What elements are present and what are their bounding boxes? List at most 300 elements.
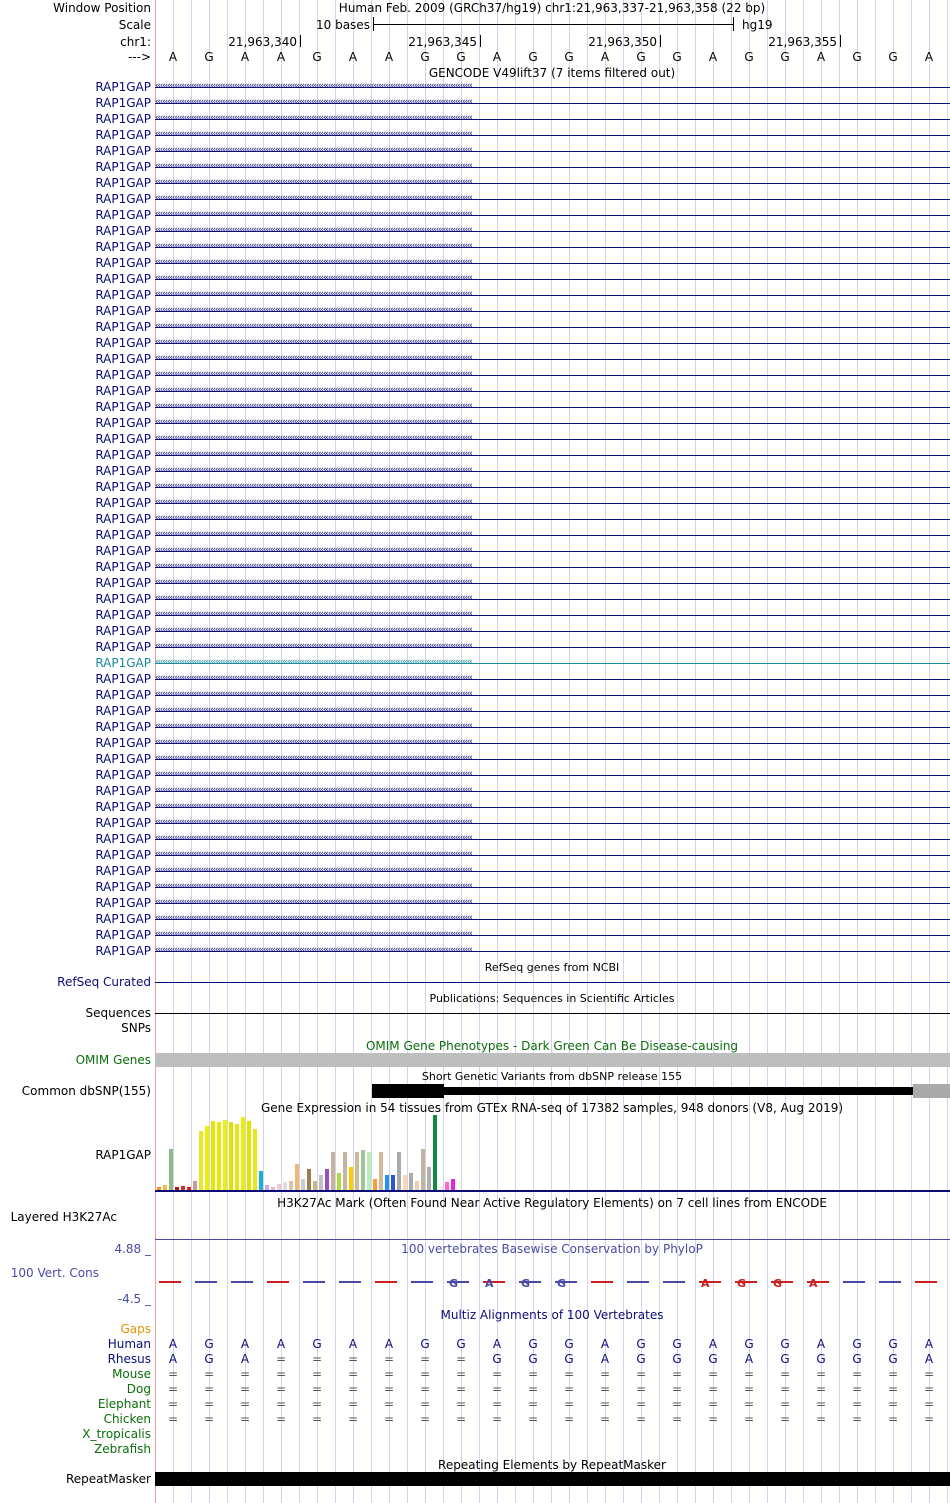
- gtex-tissue-bar[interactable]: [361, 1150, 365, 1190]
- strand-arrow-icon: ‹‹‹‹‹‹‹‹‹‹‹‹‹‹‹‹‹‹‹‹‹‹‹‹‹‹‹‹‹‹‹‹‹‹‹‹‹‹‹‹‹‹‹‹‹‹‹‹‹‹‹‹‹‹‹‹‹‹‹‹‹‹‹‹‹‹‹‹‹‹‹‹‹‹‹‹‹‹‹‹‹‹‹‹‹‹‹‹‹‹‹‹‹‹‹‹‹‹‹‹‹‹‹‹‹‹‹‹‹‹‹‹‹‹‹‹‹‹‹‹‹‹‹‹‹‹‹‹‹‹‹‹: [155, 913, 472, 923]
- coordinate-tick-label: 21,963,340: [228, 35, 297, 49]
- gencode-gene-label[interactable]: RAP1GAP: [95, 592, 151, 606]
- gencode-gene-label[interactable]: RAP1GAP: [95, 288, 151, 302]
- sequence-base: A: [240, 50, 250, 64]
- phylop-base-glyph: A: [809, 1277, 818, 1290]
- gencode-gene-label[interactable]: RAP1GAP: [95, 672, 151, 686]
- alignment-base: A: [168, 1337, 178, 1351]
- gtex-tissue-bar[interactable]: [415, 1181, 419, 1190]
- gencode-gene-label[interactable]: RAP1GAP: [95, 112, 151, 126]
- gencode-gene-label[interactable]: RAP1GAP: [95, 256, 151, 270]
- strand-arrow-icon: ‹‹‹‹‹‹‹‹‹‹‹‹‹‹‹‹‹‹‹‹‹‹‹‹‹‹‹‹‹‹‹‹‹‹‹‹‹‹‹‹‹‹‹‹‹‹‹‹‹‹‹‹‹‹‹‹‹‹‹‹‹‹‹‹‹‹‹‹‹‹‹‹‹‹‹‹‹‹‹‹‹‹‹‹‹‹‹‹‹‹‹‹‹‹‹‹‹‹‹‹‹‹‹‹‹‹‹‹‹‹‹‹‹‹‹‹‹‹‹‹‹‹‹‹‹‹‹‹‹‹‹‹: [155, 849, 472, 859]
- coordinate-tick-label: 21,963,345: [408, 35, 477, 49]
- multiz-species-label[interactable]: Mouse: [112, 1367, 151, 1381]
- gencode-gene-label[interactable]: RAP1GAP: [95, 336, 151, 350]
- alignment-base: G: [888, 1352, 898, 1366]
- omim-track-label[interactable]: OMIM Genes: [75, 1053, 151, 1067]
- gencode-gene-label[interactable]: RAP1GAP: [95, 384, 151, 398]
- multiz-species-label[interactable]: Human: [107, 1337, 151, 1351]
- grid-line: [551, 0, 552, 1503]
- alignment-base: G: [672, 1337, 682, 1351]
- alignment-base: =: [491, 1367, 503, 1381]
- alignment-base: G: [564, 1337, 574, 1351]
- multiz-species-label[interactable]: Rhesus: [107, 1352, 151, 1366]
- gencode-gene-label[interactable]: RAP1GAP: [95, 448, 151, 462]
- gencode-gene-label[interactable]: RAP1GAP: [95, 352, 151, 366]
- alignment-base: G: [312, 1337, 322, 1351]
- alignment-base: =: [455, 1352, 467, 1366]
- publications-line[interactable]: [155, 1013, 950, 1014]
- gencode-gene-label[interactable]: RAP1GAP: [95, 640, 151, 654]
- gtex-tissue-bar[interactable]: [259, 1171, 263, 1190]
- gtex-tissue-bar[interactable]: [283, 1182, 287, 1190]
- alignment-base: =: [203, 1397, 215, 1411]
- sequence-base: G: [888, 50, 898, 64]
- track-label-column: [0, 0, 154, 1503]
- gencode-gene-label[interactable]: RAP1GAP: [95, 944, 151, 958]
- sequence-base: G: [636, 50, 646, 64]
- grid-line: [911, 0, 912, 1503]
- grid-line: [839, 0, 840, 1503]
- alignment-base: =: [419, 1352, 431, 1366]
- gtex-tissue-bar[interactable]: [421, 1149, 425, 1190]
- strand-arrow-icon: ‹‹‹‹‹‹‹‹‹‹‹‹‹‹‹‹‹‹‹‹‹‹‹‹‹‹‹‹‹‹‹‹‹‹‹‹‹‹‹‹‹‹‹‹‹‹‹‹‹‹‹‹‹‹‹‹‹‹‹‹‹‹‹‹‹‹‹‹‹‹‹‹‹‹‹‹‹‹‹‹‹‹‹‹‹‹‹‹‹‹‹‹‹‹‹‹‹‹‹‹‹‹‹‹‹‹‹‹‹‹‹‹‹‹‹‹‹‹‹‹‹‹‹‹‹‹‹‹‹‹‹‹: [155, 417, 472, 427]
- strand-arrow-icon: ‹‹‹‹‹‹‹‹‹‹‹‹‹‹‹‹‹‹‹‹‹‹‹‹‹‹‹‹‹‹‹‹‹‹‹‹‹‹‹‹‹‹‹‹‹‹‹‹‹‹‹‹‹‹‹‹‹‹‹‹‹‹‹‹‹‹‹‹‹‹‹‹‹‹‹‹‹‹‹‹‹‹‹‹‹‹‹‹‹‹‹‹‹‹‹‹‹‹‹‹‹‹‹‹‹‹‹‹‹‹‹‹‹‹‹‹‹‹‹‹‹‹‹‹‹‹‹‹‹‹‹‹: [155, 465, 472, 475]
- scale-bar-left-cap: [373, 17, 374, 31]
- gtex-tissue-bar[interactable]: [331, 1152, 335, 1190]
- phylop-score-mark[interactable]: [267, 1281, 289, 1283]
- sequence-base: A: [708, 50, 718, 64]
- strand-arrow-icon: ‹‹‹‹‹‹‹‹‹‹‹‹‹‹‹‹‹‹‹‹‹‹‹‹‹‹‹‹‹‹‹‹‹‹‹‹‹‹‹‹‹‹‹‹‹‹‹‹‹‹‹‹‹‹‹‹‹‹‹‹‹‹‹‹‹‹‹‹‹‹‹‹‹‹‹‹‹‹‹‹‹‹‹‹‹‹‹‹‹‹‹‹‹‹‹‹‹‹‹‹‹‹‹‹‹‹‹‹‹‹‹‹‹‹‹‹‹‹‹‹‹‹‹‹‹‹‹‹‹‹‹‹: [155, 641, 472, 651]
- alignment-base: G: [492, 1352, 502, 1366]
- strand-arrow-icon: ‹‹‹‹‹‹‹‹‹‹‹‹‹‹‹‹‹‹‹‹‹‹‹‹‹‹‹‹‹‹‹‹‹‹‹‹‹‹‹‹‹‹‹‹‹‹‹‹‹‹‹‹‹‹‹‹‹‹‹‹‹‹‹‹‹‹‹‹‹‹‹‹‹‹‹‹‹‹‹‹‹‹‹‹‹‹‹‹‹‹‹‹‹‹‹‹‹‹‹‹‹‹‹‹‹‹‹‹‹‹‹‹‹‹‹‹‹‹‹‹‹‹‹‹‹‹‹‹‹‹‹‹: [155, 97, 472, 107]
- alignment-base: =: [455, 1412, 467, 1426]
- multiz-species-label[interactable]: Chicken: [103, 1412, 151, 1426]
- gencode-gene-label[interactable]: RAP1GAP: [95, 160, 151, 174]
- alignment-base: A: [168, 1352, 178, 1366]
- multiz-species-label[interactable]: Zebrafish: [94, 1442, 151, 1456]
- gencode-gene-label[interactable]: RAP1GAP: [95, 192, 151, 206]
- strand-arrow-icon: ‹‹‹‹‹‹‹‹‹‹‹‹‹‹‹‹‹‹‹‹‹‹‹‹‹‹‹‹‹‹‹‹‹‹‹‹‹‹‹‹‹‹‹‹‹‹‹‹‹‹‹‹‹‹‹‹‹‹‹‹‹‹‹‹‹‹‹‹‹‹‹‹‹‹‹‹‹‹‹‹‹‹‹‹‹‹‹‹‹‹‹‹‹‹‹‹‹‹‹‹‹‹‹‹‹‹‹‹‹‹‹‹‹‹‹‹‹‹‹‹‹‹‹‹‹‹‹‹‹‹‹‹: [155, 241, 472, 251]
- gencode-gene-label[interactable]: RAP1GAP: [95, 400, 151, 414]
- gtex-tissue-bar[interactable]: [307, 1169, 311, 1190]
- gencode-gene-label[interactable]: RAP1GAP: [95, 224, 151, 238]
- strand-arrow-icon: ‹‹‹‹‹‹‹‹‹‹‹‹‹‹‹‹‹‹‹‹‹‹‹‹‹‹‹‹‹‹‹‹‹‹‹‹‹‹‹‹‹‹‹‹‹‹‹‹‹‹‹‹‹‹‹‹‹‹‹‹‹‹‹‹‹‹‹‹‹‹‹‹‹‹‹‹‹‹‹‹‹‹‹‹‹‹‹‹‹‹‹‹‹‹‹‹‹‹‹‹‹‹‹‹‹‹‹‹‹‹‹‹‹‹‹‹‹‹‹‹‹‹‹‹‹‹‹‹‹‹‹‹: [155, 705, 472, 715]
- alignment-base: =: [383, 1367, 395, 1381]
- multiz-species-label[interactable]: Dog: [126, 1382, 151, 1396]
- alignment-base: A: [924, 1337, 934, 1351]
- grid-line: [767, 0, 768, 1503]
- grid-line: [875, 0, 876, 1503]
- alignment-base: =: [311, 1367, 323, 1381]
- coordinate-tick-mark: [840, 35, 841, 47]
- gencode-gene-label[interactable]: RAP1GAP: [95, 304, 151, 318]
- gtex-tissue-bar[interactable]: [313, 1181, 317, 1190]
- gencode-gene-label[interactable]: RAP1GAP: [95, 912, 151, 926]
- gtex-tissue-bar[interactable]: [229, 1122, 233, 1190]
- phylop-score-mark[interactable]: [195, 1281, 217, 1283]
- gencode-gene-label[interactable]: RAP1GAP: [95, 320, 151, 334]
- gencode-gene-label[interactable]: RAP1GAP: [95, 96, 151, 110]
- phylop-min-label: -4.5 _: [117, 1292, 151, 1306]
- gtex-tissue-bar[interactable]: [301, 1179, 305, 1190]
- alignment-base: =: [779, 1382, 791, 1396]
- gencode-gene-label[interactable]: RAP1GAP: [95, 752, 151, 766]
- strand-arrow-icon: ‹‹‹‹‹‹‹‹‹‹‹‹‹‹‹‹‹‹‹‹‹‹‹‹‹‹‹‹‹‹‹‹‹‹‹‹‹‹‹‹‹‹‹‹‹‹‹‹‹‹‹‹‹‹‹‹‹‹‹‹‹‹‹‹‹‹‹‹‹‹‹‹‹‹‹‹‹‹‹‹‹‹‹‹‹‹‹‹‹‹‹‹‹‹‹‹‹‹‹‹‹‹‹‹‹‹‹‹‹‹‹‹‹‹‹‹‹‹‹‹‹‹‹‹‹‹‹‹‹‹‹‹: [155, 273, 472, 283]
- grid-line: [731, 0, 732, 1503]
- gtex-tissue-bar[interactable]: [385, 1175, 389, 1190]
- coordinate-tick-mark: [300, 35, 301, 47]
- gtex-tissue-bar[interactable]: [397, 1152, 401, 1190]
- gencode-gene-label[interactable]: RAP1GAP: [95, 208, 151, 222]
- multiz-gaps-label: Gaps: [120, 1322, 151, 1336]
- dbsnp-variant-block[interactable]: [372, 1084, 444, 1098]
- alignment-base: =: [923, 1397, 935, 1411]
- phylop-base-glyph: G: [557, 1277, 567, 1290]
- strand-arrow-icon: ‹‹‹‹‹‹‹‹‹‹‹‹‹‹‹‹‹‹‹‹‹‹‹‹‹‹‹‹‹‹‹‹‹‹‹‹‹‹‹‹‹‹‹‹‹‹‹‹‹‹‹‹‹‹‹‹‹‹‹‹‹‹‹‹‹‹‹‹‹‹‹‹‹‹‹‹‹‹‹‹‹‹‹‹‹‹‹‹‹‹‹‹‹‹‹‹‹‹‹‹‹‹‹‹‹‹‹‹‹‹‹‹‹‹‹‹‹‹‹‹‹‹‹‹‹‹‹‹‹‹‹‹: [155, 945, 472, 955]
- alignment-base: =: [599, 1412, 611, 1426]
- alignment-base: =: [311, 1397, 323, 1411]
- strand-arrow-icon: ‹‹‹‹‹‹‹‹‹‹‹‹‹‹‹‹‹‹‹‹‹‹‹‹‹‹‹‹‹‹‹‹‹‹‹‹‹‹‹‹‹‹‹‹‹‹‹‹‹‹‹‹‹‹‹‹‹‹‹‹‹‹‹‹‹‹‹‹‹‹‹‹‹‹‹‹‹‹‹‹‹‹‹‹‹‹‹‹‹‹‹‹‹‹‹‹‹‹‹‹‹‹‹‹‹‹‹‹‹‹‹‹‹‹‹‹‹‹‹‹‹‹‹‹‹‹‹‹‹‹‹‹: [155, 385, 472, 395]
- gtex-tissue-bar[interactable]: [217, 1122, 221, 1190]
- strand-arrow-icon: ‹‹‹‹‹‹‹‹‹‹‹‹‹‹‹‹‹‹‹‹‹‹‹‹‹‹‹‹‹‹‹‹‹‹‹‹‹‹‹‹‹‹‹‹‹‹‹‹‹‹‹‹‹‹‹‹‹‹‹‹‹‹‹‹‹‹‹‹‹‹‹‹‹‹‹‹‹‹‹‹‹‹‹‹‹‹‹‹‹‹‹‹‹‹‹‹‹‹‹‹‹‹‹‹‹‹‹‹‹‹‹‹‹‹‹‹‹‹‹‹‹‹‹‹‹‹‹‹‹‹‹‹: [155, 833, 472, 843]
- gencode-track-title: GENCODE V49lift37 (7 items filtered out): [428, 66, 676, 80]
- gtex-tissue-bar[interactable]: [193, 1181, 197, 1190]
- alignment-base: A: [600, 1352, 610, 1366]
- strand-arrow-icon: ‹‹‹‹‹‹‹‹‹‹‹‹‹‹‹‹‹‹‹‹‹‹‹‹‹‹‹‹‹‹‹‹‹‹‹‹‹‹‹‹‹‹‹‹‹‹‹‹‹‹‹‹‹‹‹‹‹‹‹‹‹‹‹‹‹‹‹‹‹‹‹‹‹‹‹‹‹‹‹‹‹‹‹‹‹‹‹‹‹‹‹‹‹‹‹‹‹‹‹‹‹‹‹‹‹‹‹‹‹‹‹‹‹‹‹‹‹‹‹‹‹‹‹‹‹‹‹‹‹‹‹‹: [155, 81, 472, 91]
- gencode-gene-label[interactable]: RAP1GAP: [95, 816, 151, 830]
- alignment-base: =: [563, 1382, 575, 1396]
- phylop-score-mark[interactable]: [627, 1281, 649, 1283]
- grid-line: [821, 0, 822, 1503]
- repeatmasker-track-label[interactable]: RepeatMasker: [65, 1472, 151, 1486]
- grid-line: [803, 0, 804, 1503]
- strand-arrow-icon: ‹‹‹‹‹‹‹‹‹‹‹‹‹‹‹‹‹‹‹‹‹‹‹‹‹‹‹‹‹‹‹‹‹‹‹‹‹‹‹‹‹‹‹‹‹‹‹‹‹‹‹‹‹‹‹‹‹‹‹‹‹‹‹‹‹‹‹‹‹‹‹‹‹‹‹‹‹‹‹‹‹‹‹‹‹‹‹‹‹‹‹‹‹‹‹‹‹‹‹‹‹‹‹‹‹‹‹‹‹‹‹‹‹‹‹‹‹‹‹‹‹‹‹‹‹‹‹‹‹‹‹‹: [155, 545, 472, 555]
- sequence-base: A: [168, 50, 178, 64]
- gencode-gene-label[interactable]: RAP1GAP: [95, 512, 151, 526]
- alignment-base: G: [852, 1352, 862, 1366]
- gtex-tissue-bar[interactable]: [367, 1152, 371, 1190]
- gtex-tissue-bar[interactable]: [247, 1121, 251, 1190]
- sequence-base: A: [384, 50, 394, 64]
- alignment-base: =: [419, 1397, 431, 1411]
- gtex-tissue-bar[interactable]: [445, 1182, 449, 1190]
- track-data-area[interactable]: [155, 0, 950, 1503]
- alignment-base: =: [527, 1412, 539, 1426]
- gtex-tissue-bar[interactable]: [349, 1167, 353, 1190]
- strand-arrow-icon: ‹‹‹‹‹‹‹‹‹‹‹‹‹‹‹‹‹‹‹‹‹‹‹‹‹‹‹‹‹‹‹‹‹‹‹‹‹‹‹‹‹‹‹‹‹‹‹‹‹‹‹‹‹‹‹‹‹‹‹‹‹‹‹‹‹‹‹‹‹‹‹‹‹‹‹‹‹‹‹‹‹‹‹‹‹‹‹‹‹‹‹‹‹‹‹‹‹‹‹‹‹‹‹‹‹‹‹‹‹‹‹‹‹‹‹‹‹‹‹‹‹‹‹‹‹‹‹‹‹‹‹‹: [155, 753, 472, 763]
- grid-line: [587, 0, 588, 1503]
- strand-arrow-icon: ‹‹‹‹‹‹‹‹‹‹‹‹‹‹‹‹‹‹‹‹‹‹‹‹‹‹‹‹‹‹‹‹‹‹‹‹‹‹‹‹‹‹‹‹‹‹‹‹‹‹‹‹‹‹‹‹‹‹‹‹‹‹‹‹‹‹‹‹‹‹‹‹‹‹‹‹‹‹‹‹‹‹‹‹‹‹‹‹‹‹‹‹‹‹‹‹‹‹‹‹‹‹‹‹‹‹‹‹‹‹‹‹‹‹‹‹‹‹‹‹‹‹‹‹‹‹‹‹‹‹‹‹: [155, 113, 472, 123]
- sequence-base: A: [816, 50, 826, 64]
- alignment-base: =: [635, 1397, 647, 1411]
- alignment-base: =: [311, 1382, 323, 1396]
- gtex-tissue-bar[interactable]: [319, 1175, 323, 1190]
- gtex-tissue-bar[interactable]: [235, 1124, 239, 1190]
- alignment-base: =: [455, 1382, 467, 1396]
- alignment-base: =: [347, 1412, 359, 1426]
- alignment-base: =: [347, 1367, 359, 1381]
- gtex-tissue-bar[interactable]: [211, 1121, 215, 1190]
- gtex-tissue-bar[interactable]: [409, 1173, 413, 1190]
- alignment-base: =: [743, 1397, 755, 1411]
- alignment-base: G: [420, 1337, 430, 1351]
- alignment-base: A: [384, 1337, 394, 1351]
- alignment-base: =: [599, 1397, 611, 1411]
- alignment-base: =: [275, 1412, 287, 1426]
- gencode-gene-label[interactable]: RAP1GAP: [95, 496, 151, 510]
- refseq-track-title: RefSeq genes from NCBI: [484, 961, 620, 974]
- strand-arrow-icon: ‹‹‹‹‹‹‹‹‹‹‹‹‹‹‹‹‹‹‹‹‹‹‹‹‹‹‹‹‹‹‹‹‹‹‹‹‹‹‹‹‹‹‹‹‹‹‹‹‹‹‹‹‹‹‹‹‹‹‹‹‹‹‹‹‹‹‹‹‹‹‹‹‹‹‹‹‹‹‹‹‹‹‹‹‹‹‹‹‹‹‹‹‹‹‹‹‹‹‹‹‹‹‹‹‹‹‹‹‹‹‹‹‹‹‹‹‹‹‹‹‹‹‹‹‹‹‹‹‹‹‹‹: [155, 529, 472, 539]
- alignment-base: =: [311, 1412, 323, 1426]
- dbsnp-variant-block-gray[interactable]: [913, 1084, 950, 1098]
- phylop-score-mark[interactable]: [339, 1281, 361, 1283]
- gencode-gene-label[interactable]: RAP1GAP: [95, 544, 151, 558]
- phylop-score-mark[interactable]: [915, 1281, 937, 1283]
- alignment-base: =: [239, 1382, 251, 1396]
- gtex-tissue-bar[interactable]: [205, 1126, 209, 1190]
- alignment-base: =: [419, 1367, 431, 1381]
- strand-arrow-icon: ‹‹‹‹‹‹‹‹‹‹‹‹‹‹‹‹‹‹‹‹‹‹‹‹‹‹‹‹‹‹‹‹‹‹‹‹‹‹‹‹‹‹‹‹‹‹‹‹‹‹‹‹‹‹‹‹‹‹‹‹‹‹‹‹‹‹‹‹‹‹‹‹‹‹‹‹‹‹‹‹‹‹‹‹‹‹‹‹‹‹‹‹‹‹‹‹‹‹‹‹‹‹‹‹‹‹‹‹‹‹‹‹‹‹‹‹‹‹‹‹‹‹‹‹‹‹‹‹‹‹‹‹: [155, 881, 472, 891]
- alignment-base: =: [851, 1367, 863, 1381]
- alignment-base: =: [779, 1397, 791, 1411]
- alignment-base: A: [924, 1352, 934, 1366]
- alignment-base: G: [780, 1352, 790, 1366]
- gencode-gene-label[interactable]: RAP1GAP: [95, 928, 151, 942]
- strand-arrow-icon: ‹‹‹‹‹‹‹‹‹‹‹‹‹‹‹‹‹‹‹‹‹‹‹‹‹‹‹‹‹‹‹‹‹‹‹‹‹‹‹‹‹‹‹‹‹‹‹‹‹‹‹‹‹‹‹‹‹‹‹‹‹‹‹‹‹‹‹‹‹‹‹‹‹‹‹‹‹‹‹‹‹‹‹‹‹‹‹‹‹‹‹‹‹‹‹‹‹‹‹‹‹‹‹‹‹‹‹‹‹‹‹‹‹‹‹‹‹‹‹‹‹‹‹‹‹‹‹‹‹‹‹‹: [155, 689, 472, 699]
- alignment-base: G: [564, 1352, 574, 1366]
- strand-arrow-icon: ‹‹‹‹‹‹‹‹‹‹‹‹‹‹‹‹‹‹‹‹‹‹‹‹‹‹‹‹‹‹‹‹‹‹‹‹‹‹‹‹‹‹‹‹‹‹‹‹‹‹‹‹‹‹‹‹‹‹‹‹‹‹‹‹‹‹‹‹‹‹‹‹‹‹‹‹‹‹‹‹‹‹‹‹‹‹‹‹‹‹‹‹‹‹‹‹‹‹‹‹‹‹‹‹‹‹‹‹‹‹‹‹‹‹‹‹‹‹‹‹‹‹‹‹‹‹‹‹‹‹‹‹: [155, 337, 472, 347]
- gencode-gene-label[interactable]: RAP1GAP: [95, 128, 151, 142]
- alignment-base: =: [527, 1367, 539, 1381]
- h3k27ac-track-title: H3K27Ac Mark (Often Found Near Active Regulatory Elements) on 7 cell lines from ENCODE: [277, 1196, 827, 1210]
- gtex-tissue-bar[interactable]: [373, 1179, 377, 1190]
- gencode-gene-label[interactable]: RAP1GAP: [95, 896, 151, 910]
- strand-arrow-icon: ‹‹‹‹‹‹‹‹‹‹‹‹‹‹‹‹‹‹‹‹‹‹‹‹‹‹‹‹‹‹‹‹‹‹‹‹‹‹‹‹‹‹‹‹‹‹‹‹‹‹‹‹‹‹‹‹‹‹‹‹‹‹‹‹‹‹‹‹‹‹‹‹‹‹‹‹‹‹‹‹‹‹‹‹‹‹‹‹‹‹‹‹‹‹‹‹‹‹‹‹‹‹‹‹‹‹‹‹‹‹‹‹‹‹‹‹‹‹‹‹‹‹‹‹‹‹‹‹‹‹‹‹: [155, 865, 472, 875]
- alignment-base: =: [743, 1412, 755, 1426]
- strand-arrow-icon: ‹‹‹‹‹‹‹‹‹‹‹‹‹‹‹‹‹‹‹‹‹‹‹‹‹‹‹‹‹‹‹‹‹‹‹‹‹‹‹‹‹‹‹‹‹‹‹‹‹‹‹‹‹‹‹‹‹‹‹‹‹‹‹‹‹‹‹‹‹‹‹‹‹‹‹‹‹‹‹‹‹‹‹‹‹‹‹‹‹‹‹‹‹‹‹‹‹‹‹‹‹‹‹‹‹‹‹‹‹‹‹‹‹‹‹‹‹‹‹‹‹‹‹‹‹‹‹‹‹‹‹‹: [155, 593, 472, 603]
- gtex-tissue-bar[interactable]: [427, 1167, 431, 1190]
- gencode-gene-label[interactable]: RAP1GAP: [95, 624, 151, 638]
- gtex-tissue-bar[interactable]: [451, 1179, 455, 1190]
- alignment-base: =: [491, 1397, 503, 1411]
- alignment-base: =: [779, 1412, 791, 1426]
- coordinate-tick-label: 21,963,355: [768, 35, 837, 49]
- gencode-gene-label[interactable]: RAP1GAP: [95, 560, 151, 574]
- gtex-tissue-bar[interactable]: [343, 1152, 347, 1190]
- refseq-gene-line[interactable]: [155, 982, 950, 983]
- gencode-gene-label[interactable]: RAP1GAP: [95, 528, 151, 542]
- gtex-tissue-bar[interactable]: [433, 1115, 437, 1190]
- alignment-base: =: [599, 1367, 611, 1381]
- h3k27ac-track-label[interactable]: Layered H3K27Ac: [10, 1210, 117, 1224]
- alignment-base: =: [491, 1412, 503, 1426]
- gencode-gene-label[interactable]: RAP1GAP: [95, 464, 151, 478]
- alignment-base: =: [455, 1367, 467, 1381]
- alignment-base: =: [815, 1397, 827, 1411]
- alignment-base: =: [635, 1382, 647, 1396]
- alignment-base: =: [563, 1412, 575, 1426]
- alignment-base: =: [239, 1412, 251, 1426]
- sequence-base: G: [420, 50, 430, 64]
- gencode-gene-label[interactable]: RAP1GAP: [95, 368, 151, 382]
- gtex-track-label[interactable]: RAP1GAP: [95, 1148, 151, 1162]
- dbsnp-track-label[interactable]: Common dbSNP(155): [21, 1084, 151, 1098]
- gencode-gene-label[interactable]: RAP1GAP: [95, 80, 151, 94]
- phylop-score-mark[interactable]: [303, 1281, 325, 1283]
- alignment-base: =: [383, 1352, 395, 1366]
- gencode-gene-label[interactable]: RAP1GAP: [95, 688, 151, 702]
- grid-line: [659, 0, 660, 1503]
- alignment-base: =: [635, 1412, 647, 1426]
- strand-arrow-icon: ‹‹‹‹‹‹‹‹‹‹‹‹‹‹‹‹‹‹‹‹‹‹‹‹‹‹‹‹‹‹‹‹‹‹‹‹‹‹‹‹‹‹‹‹‹‹‹‹‹‹‹‹‹‹‹‹‹‹‹‹‹‹‹‹‹‹‹‹‹‹‹‹‹‹‹‹‹‹‹‹‹‹‹‹‹‹‹‹‹‹‹‹‹‹‹‹‹‹‹‹‹‹‹‹‹‹‹‹‹‹‹‹‹‹‹‹‹‹‹‹‹‹‹‹‹‹‹‹‹‹‹‹: [155, 801, 472, 811]
- gtex-baseline: [155, 1190, 950, 1192]
- alignment-base: G: [636, 1337, 646, 1351]
- gencode-gene-label[interactable]: RAP1GAP: [95, 720, 151, 734]
- dbsnp-variant-bar[interactable]: [444, 1087, 914, 1095]
- sequence-base: A: [348, 50, 358, 64]
- gencode-gene-label[interactable]: RAP1GAP: [95, 432, 151, 446]
- gencode-gene-label[interactable]: RAP1GAP: [95, 608, 151, 622]
- alignment-base: A: [816, 1337, 826, 1351]
- gencode-gene-label[interactable]: RAP1GAP: [95, 704, 151, 718]
- phylop-score-mark[interactable]: [231, 1281, 253, 1283]
- gtex-tissue-bar[interactable]: [169, 1149, 173, 1190]
- refseq-track-label[interactable]: RefSeq Curated: [57, 975, 151, 989]
- strand-arrow-icon: ‹‹‹‹‹‹‹‹‹‹‹‹‹‹‹‹‹‹‹‹‹‹‹‹‹‹‹‹‹‹‹‹‹‹‹‹‹‹‹‹‹‹‹‹‹‹‹‹‹‹‹‹‹‹‹‹‹‹‹‹‹‹‹‹‹‹‹‹‹‹‹‹‹‹‹‹‹‹‹‹‹‹‹‹‹‹‹‹‹‹‹‹‹‹‹‹‹‹‹‹‹‹‹‹‹‹‹‹‹‹‹‹‹‹‹‹‹‹‹‹‹‹‹‹‹‹‹‹‹‹‹‹: [155, 657, 472, 667]
- strand-arrow-icon: ‹‹‹‹‹‹‹‹‹‹‹‹‹‹‹‹‹‹‹‹‹‹‹‹‹‹‹‹‹‹‹‹‹‹‹‹‹‹‹‹‹‹‹‹‹‹‹‹‹‹‹‹‹‹‹‹‹‹‹‹‹‹‹‹‹‹‹‹‹‹‹‹‹‹‹‹‹‹‹‹‹‹‹‹‹‹‹‹‹‹‹‹‹‹‹‹‹‹‹‹‹‹‹‹‹‹‹‹‹‹‹‹‹‹‹‹‹‹‹‹‹‹‹‹‹‹‹‹‹‹‹‹: [155, 289, 472, 299]
- alignment-base: A: [348, 1337, 358, 1351]
- gencode-gene-label[interactable]: RAP1GAP: [95, 176, 151, 190]
- alignment-base: =: [743, 1367, 755, 1381]
- alignment-base: =: [275, 1367, 287, 1381]
- gtex-tissue-bar[interactable]: [295, 1164, 299, 1190]
- gencode-gene-label[interactable]: RAP1GAP: [95, 656, 151, 670]
- coordinate-tick-mark: [480, 35, 481, 47]
- alignment-base: A: [744, 1352, 754, 1366]
- gtex-tissue-bar[interactable]: [379, 1152, 383, 1190]
- gtex-tissue-bar[interactable]: [391, 1175, 395, 1190]
- gencode-gene-label[interactable]: RAP1GAP: [95, 800, 151, 814]
- strand-arrow-icon: ‹‹‹‹‹‹‹‹‹‹‹‹‹‹‹‹‹‹‹‹‹‹‹‹‹‹‹‹‹‹‹‹‹‹‹‹‹‹‹‹‹‹‹‹‹‹‹‹‹‹‹‹‹‹‹‹‹‹‹‹‹‹‹‹‹‹‹‹‹‹‹‹‹‹‹‹‹‹‹‹‹‹‹‹‹‹‹‹‹‹‹‹‹‹‹‹‹‹‹‹‹‹‹‹‹‹‹‹‹‹‹‹‹‹‹‹‹‹‹‹‹‹‹‹‹‹‹‹‹‹‹‹: [155, 401, 472, 411]
- phylop-score-mark[interactable]: [843, 1281, 865, 1283]
- alignment-base: A: [492, 1337, 502, 1351]
- alignment-base: =: [455, 1397, 467, 1411]
- phylop-score-mark[interactable]: [879, 1281, 901, 1283]
- strand-arrow-icon: ‹‹‹‹‹‹‹‹‹‹‹‹‹‹‹‹‹‹‹‹‹‹‹‹‹‹‹‹‹‹‹‹‹‹‹‹‹‹‹‹‹‹‹‹‹‹‹‹‹‹‹‹‹‹‹‹‹‹‹‹‹‹‹‹‹‹‹‹‹‹‹‹‹‹‹‹‹‹‹‹‹‹‹‹‹‹‹‹‹‹‹‹‹‹‹‹‹‹‹‹‹‹‹‹‹‹‹‹‹‹‹‹‹‹‹‹‹‹‹‹‹‹‹‹‹‹‹‹‹‹‹‹: [155, 737, 472, 747]
- alignment-base: =: [347, 1382, 359, 1396]
- dbsnp-track-title: Short Genetic Variants from dbSNP release 155: [421, 1070, 683, 1083]
- gtex-tissue-bar[interactable]: [337, 1173, 341, 1190]
- multiz-species-label[interactable]: X_tropicalis: [82, 1427, 151, 1441]
- alignment-base: =: [419, 1382, 431, 1396]
- gtex-tissue-bar[interactable]: [403, 1175, 407, 1190]
- gtex-tissue-bar[interactable]: [289, 1181, 293, 1190]
- phylop-score-mark[interactable]: [591, 1281, 613, 1283]
- alignment-base: =: [707, 1382, 719, 1396]
- sequence-base: G: [204, 50, 214, 64]
- scale-text: 10 bases: [316, 18, 370, 32]
- gencode-gene-label[interactable]: RAP1GAP: [95, 880, 151, 894]
- phylop-score-mark[interactable]: [375, 1281, 397, 1283]
- alignment-base: =: [707, 1397, 719, 1411]
- publications-track-label-line2[interactable]: SNPs: [121, 1021, 151, 1035]
- alignment-base: G: [816, 1352, 826, 1366]
- alignment-base: =: [167, 1367, 179, 1381]
- alignment-base: A: [708, 1337, 718, 1351]
- alignment-base: =: [815, 1367, 827, 1381]
- gencode-gene-label[interactable]: RAP1GAP: [95, 864, 151, 878]
- multiz-species-label[interactable]: Elephant: [97, 1397, 151, 1411]
- omim-track-title: OMIM Gene Phenotypes - Dark Green Can Be Disease-causing: [365, 1039, 739, 1053]
- gtex-tissue-bar[interactable]: [223, 1120, 227, 1190]
- gencode-gene-label[interactable]: RAP1GAP: [95, 480, 151, 494]
- gencode-gene-label[interactable]: RAP1GAP: [95, 416, 151, 430]
- gencode-gene-label[interactable]: RAP1GAP: [95, 576, 151, 590]
- alignment-base: =: [275, 1382, 287, 1396]
- strand-arrow-icon: ‹‹‹‹‹‹‹‹‹‹‹‹‹‹‹‹‹‹‹‹‹‹‹‹‹‹‹‹‹‹‹‹‹‹‹‹‹‹‹‹‹‹‹‹‹‹‹‹‹‹‹‹‹‹‹‹‹‹‹‹‹‹‹‹‹‹‹‹‹‹‹‹‹‹‹‹‹‹‹‹‹‹‹‹‹‹‹‹‹‹‹‹‹‹‹‹‹‹‹‹‹‹‹‹‹‹‹‹‹‹‹‹‹‹‹‹‹‹‹‹‹‹‹‹‹‹‹‹‹‹‹‹: [155, 225, 472, 235]
- alignment-base: =: [707, 1367, 719, 1381]
- sequence-base: G: [852, 50, 862, 64]
- alignment-base: G: [204, 1352, 214, 1366]
- gencode-gene-label[interactable]: RAP1GAP: [95, 832, 151, 846]
- alignment-base: =: [491, 1382, 503, 1396]
- strand-arrow-icon: ‹‹‹‹‹‹‹‹‹‹‹‹‹‹‹‹‹‹‹‹‹‹‹‹‹‹‹‹‹‹‹‹‹‹‹‹‹‹‹‹‹‹‹‹‹‹‹‹‹‹‹‹‹‹‹‹‹‹‹‹‹‹‹‹‹‹‹‹‹‹‹‹‹‹‹‹‹‹‹‹‹‹‹‹‹‹‹‹‹‹‹‹‹‹‹‹‹‹‹‹‹‹‹‹‹‹‹‹‹‹‹‹‹‹‹‹‹‹‹‹‹‹‹‹‹‹‹‹‹‹‹‹: [155, 209, 472, 219]
- grid-line: [893, 0, 894, 1503]
- gtex-tissue-bar[interactable]: [241, 1117, 245, 1190]
- gencode-gene-label[interactable]: RAP1GAP: [95, 848, 151, 862]
- gtex-tissue-bar[interactable]: [355, 1152, 359, 1190]
- alignment-base: =: [671, 1412, 683, 1426]
- phylop-score-mark[interactable]: [411, 1281, 433, 1283]
- alignment-base: =: [923, 1412, 935, 1426]
- grid-line: [857, 0, 858, 1503]
- phylop-score-mark[interactable]: [159, 1281, 181, 1283]
- sequence-base: A: [492, 50, 502, 64]
- gencode-gene-label[interactable]: RAP1GAP: [95, 144, 151, 158]
- strand-arrow-icon: ‹‹‹‹‹‹‹‹‹‹‹‹‹‹‹‹‹‹‹‹‹‹‹‹‹‹‹‹‹‹‹‹‹‹‹‹‹‹‹‹‹‹‹‹‹‹‹‹‹‹‹‹‹‹‹‹‹‹‹‹‹‹‹‹‹‹‹‹‹‹‹‹‹‹‹‹‹‹‹‹‹‹‹‹‹‹‹‹‹‹‹‹‹‹‹‹‹‹‹‹‹‹‹‹‹‹‹‹‹‹‹‹‹‹‹‹‹‹‹‹‹‹‹‹‹‹‹‹‹‹‹‹: [155, 817, 472, 827]
- phylop-track-title: 100 vertebrates Basewise Conservation by PhyloP: [401, 1242, 703, 1256]
- publications-track-label[interactable]: Sequences: [85, 1006, 151, 1020]
- repeatmasker-track-title: Repeating Elements by RepeatMasker: [438, 1458, 666, 1472]
- strand-arrow-icon: ‹‹‹‹‹‹‹‹‹‹‹‹‹‹‹‹‹‹‹‹‹‹‹‹‹‹‹‹‹‹‹‹‹‹‹‹‹‹‹‹‹‹‹‹‹‹‹‹‹‹‹‹‹‹‹‹‹‹‹‹‹‹‹‹‹‹‹‹‹‹‹‹‹‹‹‹‹‹‹‹‹‹‹‹‹‹‹‹‹‹‹‹‹‹‹‹‹‹‹‹‹‹‹‹‹‹‹‹‹‹‹‹‹‹‹‹‹‹‹‹‹‹‹‹‹‹‹‹‹‹‹‹: [155, 577, 472, 587]
- strand-arrow-icon: ‹‹‹‹‹‹‹‹‹‹‹‹‹‹‹‹‹‹‹‹‹‹‹‹‹‹‹‹‹‹‹‹‹‹‹‹‹‹‹‹‹‹‹‹‹‹‹‹‹‹‹‹‹‹‹‹‹‹‹‹‹‹‹‹‹‹‹‹‹‹‹‹‹‹‹‹‹‹‹‹‹‹‹‹‹‹‹‹‹‹‹‹‹‹‹‹‹‹‹‹‹‹‹‹‹‹‹‹‹‹‹‹‹‹‹‹‹‹‹‹‹‹‹‹‹‹‹‹‹‹‹‹: [155, 433, 472, 443]
- phylop-track-label[interactable]: 100 Vert. Cons: [10, 1266, 99, 1280]
- alignment-base: =: [383, 1382, 395, 1396]
- phylop-base-glyph: G: [737, 1277, 747, 1290]
- phylop-score-mark[interactable]: [663, 1281, 685, 1283]
- alignment-base: =: [311, 1352, 323, 1366]
- grid-line: [929, 0, 930, 1503]
- gencode-gene-label[interactable]: RAP1GAP: [95, 272, 151, 286]
- alignment-base: =: [383, 1412, 395, 1426]
- strand-arrow-icon: ‹‹‹‹‹‹‹‹‹‹‹‹‹‹‹‹‹‹‹‹‹‹‹‹‹‹‹‹‹‹‹‹‹‹‹‹‹‹‹‹‹‹‹‹‹‹‹‹‹‹‹‹‹‹‹‹‹‹‹‹‹‹‹‹‹‹‹‹‹‹‹‹‹‹‹‹‹‹‹‹‹‹‹‹‹‹‹‹‹‹‹‹‹‹‹‹‹‹‹‹‹‹‹‹‹‹‹‹‹‹‹‹‹‹‹‹‹‹‹‹‹‹‹‹‹‹‹‹‹‹‹‹: [155, 145, 472, 155]
- gtex-tissue-bar[interactable]: [325, 1169, 329, 1190]
- gencode-gene-label[interactable]: RAP1GAP: [95, 768, 151, 782]
- repeatmasker-element[interactable]: [155, 1472, 950, 1486]
- gtex-tissue-bar[interactable]: [253, 1129, 257, 1190]
- gencode-gene-label[interactable]: RAP1GAP: [95, 240, 151, 254]
- alignment-base: =: [599, 1382, 611, 1396]
- gencode-gene-label[interactable]: RAP1GAP: [95, 736, 151, 750]
- gtex-tissue-bar[interactable]: [199, 1131, 203, 1190]
- omim-gene-bar[interactable]: [155, 1053, 950, 1067]
- alignment-base: A: [240, 1337, 250, 1351]
- alignment-base: =: [671, 1382, 683, 1396]
- gencode-gene-label[interactable]: RAP1GAP: [95, 784, 151, 798]
- strand-arrow-icon: ‹‹‹‹‹‹‹‹‹‹‹‹‹‹‹‹‹‹‹‹‹‹‹‹‹‹‹‹‹‹‹‹‹‹‹‹‹‹‹‹‹‹‹‹‹‹‹‹‹‹‹‹‹‹‹‹‹‹‹‹‹‹‹‹‹‹‹‹‹‹‹‹‹‹‹‹‹‹‹‹‹‹‹‹‹‹‹‹‹‹‹‹‹‹‹‹‹‹‹‹‹‹‹‹‹‹‹‹‹‹‹‹‹‹‹‹‹‹‹‹‹‹‹‹‹‹‹‹‹‹‹‹: [155, 609, 472, 619]
- strand-arrow-icon: ‹‹‹‹‹‹‹‹‹‹‹‹‹‹‹‹‹‹‹‹‹‹‹‹‹‹‹‹‹‹‹‹‹‹‹‹‹‹‹‹‹‹‹‹‹‹‹‹‹‹‹‹‹‹‹‹‹‹‹‹‹‹‹‹‹‹‹‹‹‹‹‹‹‹‹‹‹‹‹‹‹‹‹‹‹‹‹‹‹‹‹‹‹‹‹‹‹‹‹‹‹‹‹‹‹‹‹‹‹‹‹‹‹‹‹‹‹‹‹‹‹‹‹‹‹‹‹‹‹‹‹‹: [155, 721, 472, 731]
